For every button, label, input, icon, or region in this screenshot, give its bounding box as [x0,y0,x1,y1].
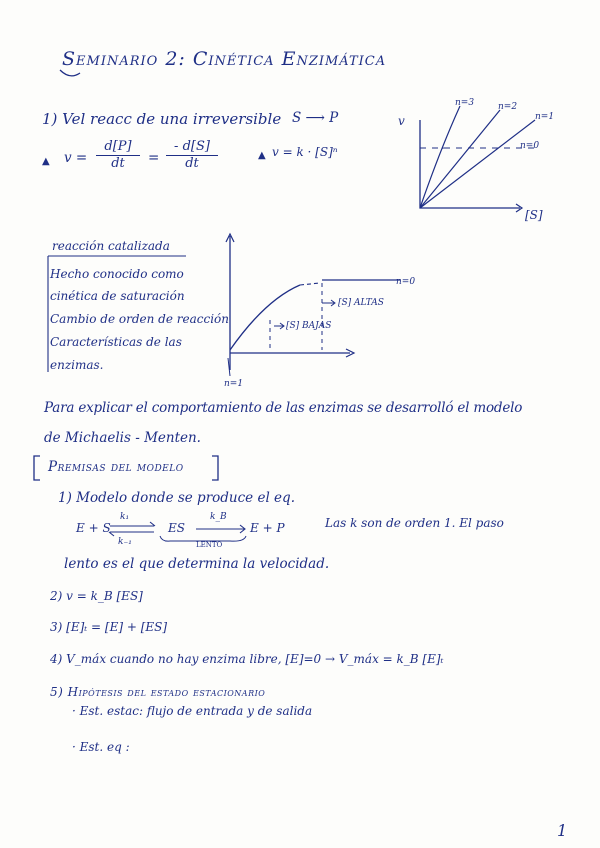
catalyzed-line-2: cinética de saturación [50,289,185,303]
eq-slow-step: LENTO [196,541,223,549]
premise-1-note-b: lento es el que determina la velocidad. [64,556,330,572]
page-number: 1 [557,821,568,840]
catalyzed-line-1: Hecho conocido como [50,267,184,281]
premise-2: 2) v = k_B [ES] [50,589,143,603]
section1-heading: 1) Vel reacc de una irreversible [42,110,282,128]
graph2-label-low-s: [S] BAJAS [286,321,332,331]
premise-4: 4) V_máx cuando no hay enzima libre, [E]=0 → V_máx = k_B [E]ₜ [50,652,444,666]
graph2-label-high-s: [S] ALTAS [338,298,384,308]
catalyzed-line-3: Cambio de orden de reacción [50,312,229,326]
rate-law: v = k · [S]ⁿ [272,145,338,159]
bullet-triangle: ▲ [258,150,266,161]
eq-k-minus-1: k₋₁ [118,537,132,547]
catalyzed-line-5: enzimas. [50,358,104,372]
premise-1-label: 1) Modelo donde se produce el eq. [58,490,295,506]
rate-fraction-product: d[P] dt [96,140,140,172]
graph1-label-n0: n=0 [520,141,540,151]
graph2-label-n0: n=0 [396,277,416,287]
graph1-label-n3: n=3 [455,98,475,108]
graph1-label-n1: n=1 [535,112,555,122]
eq-products: E + P [250,521,285,535]
equals-sign: = [148,150,160,166]
graph2-label-n1: n=1 [224,379,244,389]
rate-fraction-substrate: - d[S] dt [166,140,218,172]
premise-5: 5) Hipótesis del estado estacionario [50,685,266,699]
catalyzed-heading: reacción catalizada [52,239,170,253]
graph1-x-label: [S] [525,208,543,222]
eq-kb: k_B [210,512,227,522]
paragraph-line-1: Para explicar el comportamiento de las enzimas se desarrolló el modelo [44,400,523,416]
premise-1-note-a: Las k son de orden 1. El paso [325,516,504,530]
premise-5b: · Est. eq : [72,740,130,754]
graph1-label-n2: n=2 [498,102,518,112]
premise-3: 3) [E]ₜ = [E] + [ES] [50,620,168,634]
premise-5a: · Est. estac: flujo de entrada y de salida [72,704,313,718]
eq-reactants: E + S [76,521,111,535]
graph1-y-label: v [398,114,405,128]
catalyzed-line-4: Características de las [50,335,182,349]
eq-complex: ES [168,521,185,535]
page-title: Seminario 2: Cinética Enzimática [62,48,387,70]
paragraph-line-2: de Michaelis - Menten. [44,430,201,446]
eq-k1: k₁ [120,512,130,522]
reaction-s-to-p: S ⟶ P [292,110,339,126]
bullet-triangle: ▲ [42,156,50,167]
rate-label: v = [64,150,88,166]
premisas-heading: Premisas del modelo [48,459,184,475]
